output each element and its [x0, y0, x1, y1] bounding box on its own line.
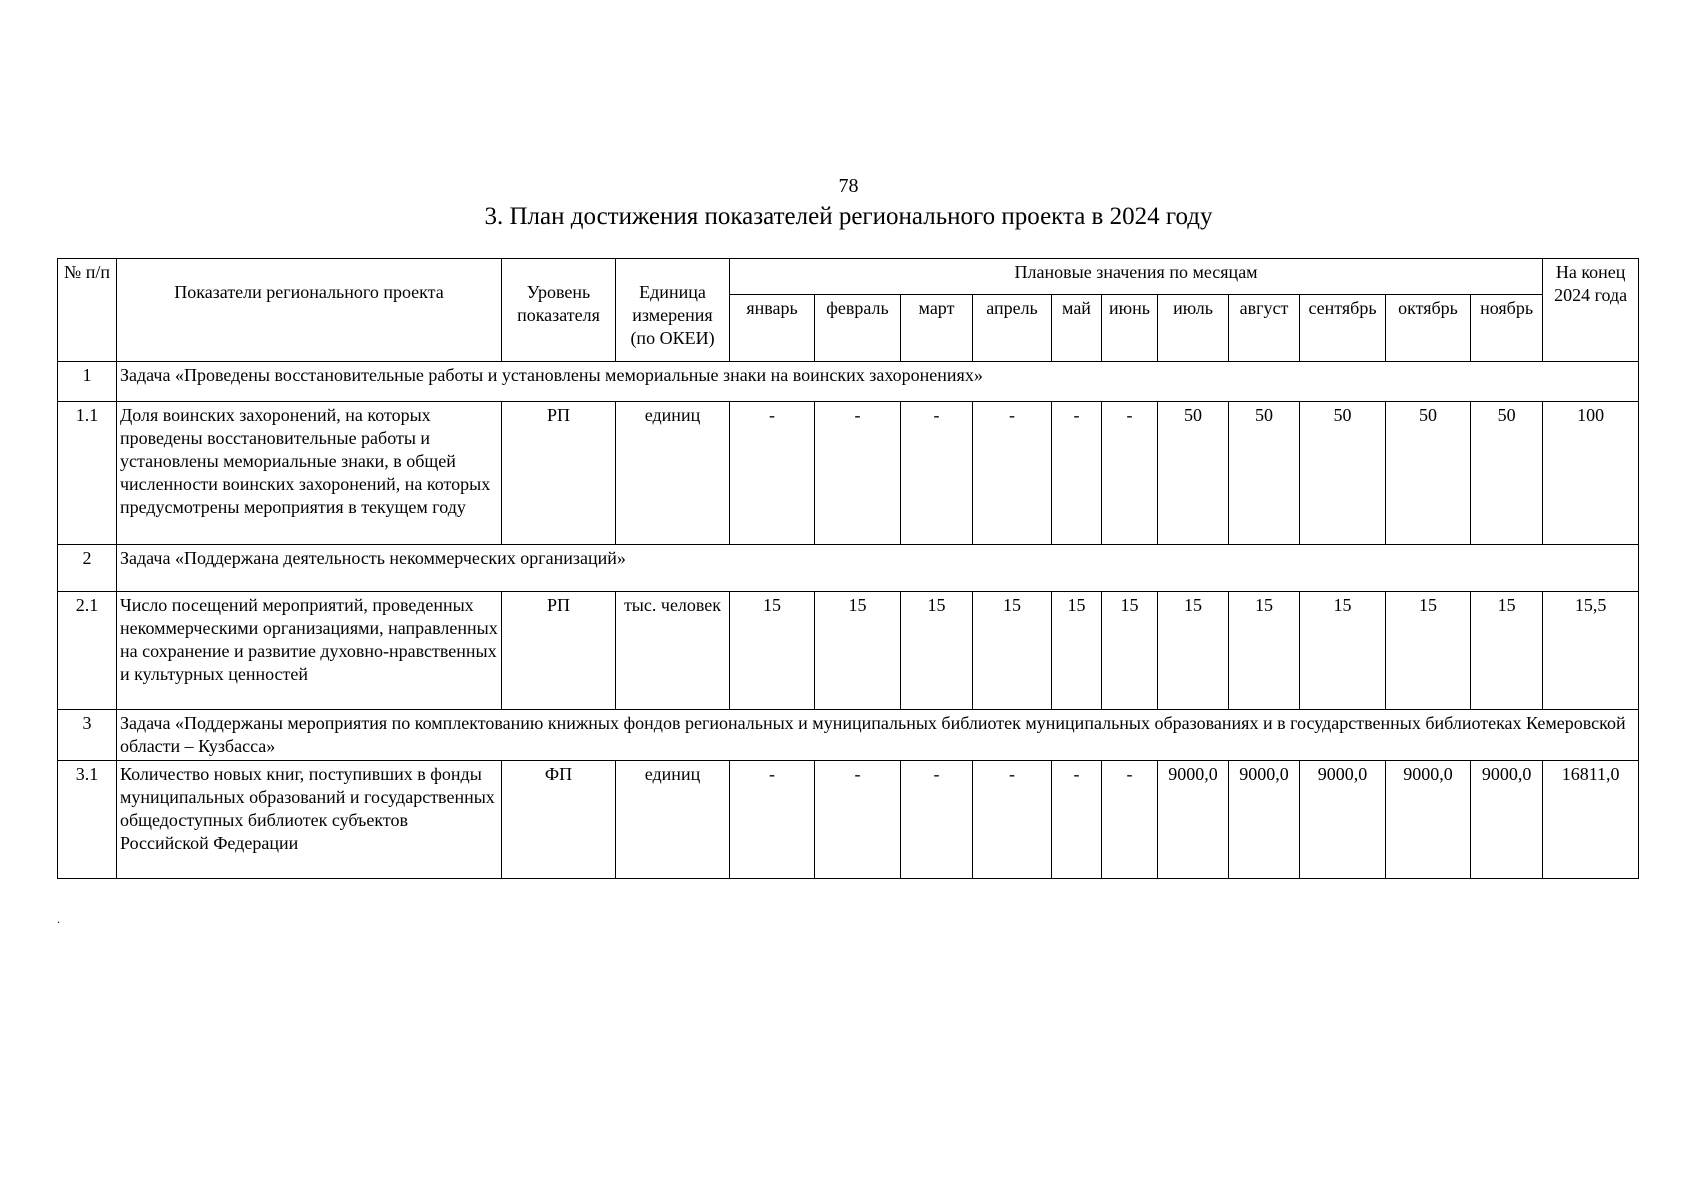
indicator-unit: единиц: [616, 761, 730, 879]
header-month: июнь: [1102, 295, 1158, 362]
header-num: № п/п: [58, 259, 117, 362]
indicator-name: Число посещений мероприятий, проведенных некоммерческими организациями, направленных на сохранение и развитие духовно-нравственных и культурных ценностей: [117, 592, 502, 710]
indicator-unit: тыс. человек: [616, 592, 730, 710]
indicator-number: 3.1: [58, 761, 117, 879]
month-value: -: [815, 761, 901, 879]
year-end-value: 15,5: [1543, 592, 1639, 710]
month-value: -: [730, 761, 815, 879]
month-value: -: [901, 402, 973, 545]
indicator-level: ФП: [502, 761, 616, 879]
month-value: 15: [730, 592, 815, 710]
header-year-end: На конец 2024 года: [1543, 259, 1639, 362]
task-row: [58, 362, 1639, 402]
month-value: 15: [1158, 592, 1229, 710]
month-value: 50: [1229, 402, 1300, 545]
indicator-name: Количество новых книг, поступивших в фонды муниципальных образований и государственных общедоступных библиотек субъектов Российской Федерации: [117, 761, 502, 879]
header-month: май: [1052, 295, 1102, 362]
month-value: -: [1052, 761, 1102, 879]
task-title: Задача «Проведены восстановительные работы и установлены мемориальные знаки на воинских захоронениях»: [117, 362, 1639, 402]
month-value: 15: [1102, 592, 1158, 710]
header-month: август: [1229, 295, 1300, 362]
header-level: Уровень показателя: [502, 259, 616, 362]
month-value: -: [973, 402, 1052, 545]
month-value: 9000,0: [1229, 761, 1300, 879]
month-value: 15: [1229, 592, 1300, 710]
month-value: 15: [973, 592, 1052, 710]
indicator-row: [58, 402, 1639, 545]
header-month: июль: [1158, 295, 1229, 362]
page-title: 3. План достижения показателей регионального проекта в 2024 году: [484, 203, 1213, 230]
year-end-value: 16811,0: [1543, 761, 1639, 879]
footer-mark: .: [57, 912, 60, 926]
month-value: 9000,0: [1471, 761, 1543, 879]
header-month: январь: [730, 295, 815, 362]
month-value: 9000,0: [1158, 761, 1229, 879]
month-value: 50: [1158, 402, 1229, 545]
header-planned: Плановые значения по месяцам: [730, 259, 1543, 295]
month-value: 15: [815, 592, 901, 710]
indicator-level: РП: [502, 402, 616, 545]
month-value: 50: [1471, 402, 1543, 545]
month-value: 15: [1471, 592, 1543, 710]
indicator-row: [58, 761, 1639, 879]
month-value: -: [973, 761, 1052, 879]
indicator-name: Доля воинских захоронений, на которых проведены восстановительные работы и установлены мемориальные знаки, в общей численности воинских захоронений, на которых предусмотрены мероприятия в текущем году: [117, 402, 502, 545]
indicator-number: 1.1: [58, 402, 117, 545]
month-value: -: [815, 402, 901, 545]
header-month: февраль: [815, 295, 901, 362]
header-month: апрель: [973, 295, 1052, 362]
task-title: Задача «Поддержаны мероприятия по комплектованию книжных фондов региональных и муниципальных библиотек муниципальных образованиях и в государственных библиотеках Кемеровской области – Кузбасса»: [117, 710, 1639, 761]
month-value: 15: [1386, 592, 1471, 710]
task-number: 1: [58, 362, 117, 402]
header-month: октябрь: [1386, 295, 1471, 362]
month-value: 50: [1386, 402, 1471, 545]
month-value: -: [901, 761, 973, 879]
header-month: март: [901, 295, 973, 362]
plan-table: [57, 258, 1639, 879]
month-value: 15: [1300, 592, 1386, 710]
year-end-value: 100: [1543, 402, 1639, 545]
month-value: -: [730, 402, 815, 545]
header-indicator: Показатели регионального проекта: [117, 259, 502, 362]
header-unit: Единица измерения (по ОКЕИ): [616, 259, 730, 362]
task-row: [58, 710, 1639, 761]
task-number: 2: [58, 545, 117, 592]
month-value: 15: [901, 592, 973, 710]
header-month: сентябрь: [1300, 295, 1386, 362]
month-value: 15: [1052, 592, 1102, 710]
indicator-level: РП: [502, 592, 616, 710]
task-title: Задача «Поддержана деятельность некоммерческих организаций»: [117, 545, 1639, 592]
month-value: 50: [1300, 402, 1386, 545]
indicator-unit: единиц: [616, 402, 730, 545]
month-value: 9000,0: [1300, 761, 1386, 879]
task-row: [58, 545, 1639, 592]
header-month: ноябрь: [1471, 295, 1543, 362]
task-number: 3: [58, 710, 117, 761]
month-value: -: [1102, 761, 1158, 879]
month-value: -: [1052, 402, 1102, 545]
page-number: 78: [838, 175, 859, 197]
indicator-number: 2.1: [58, 592, 117, 710]
indicator-row: [58, 592, 1639, 710]
month-value: -: [1102, 402, 1158, 545]
month-value: 9000,0: [1386, 761, 1471, 879]
